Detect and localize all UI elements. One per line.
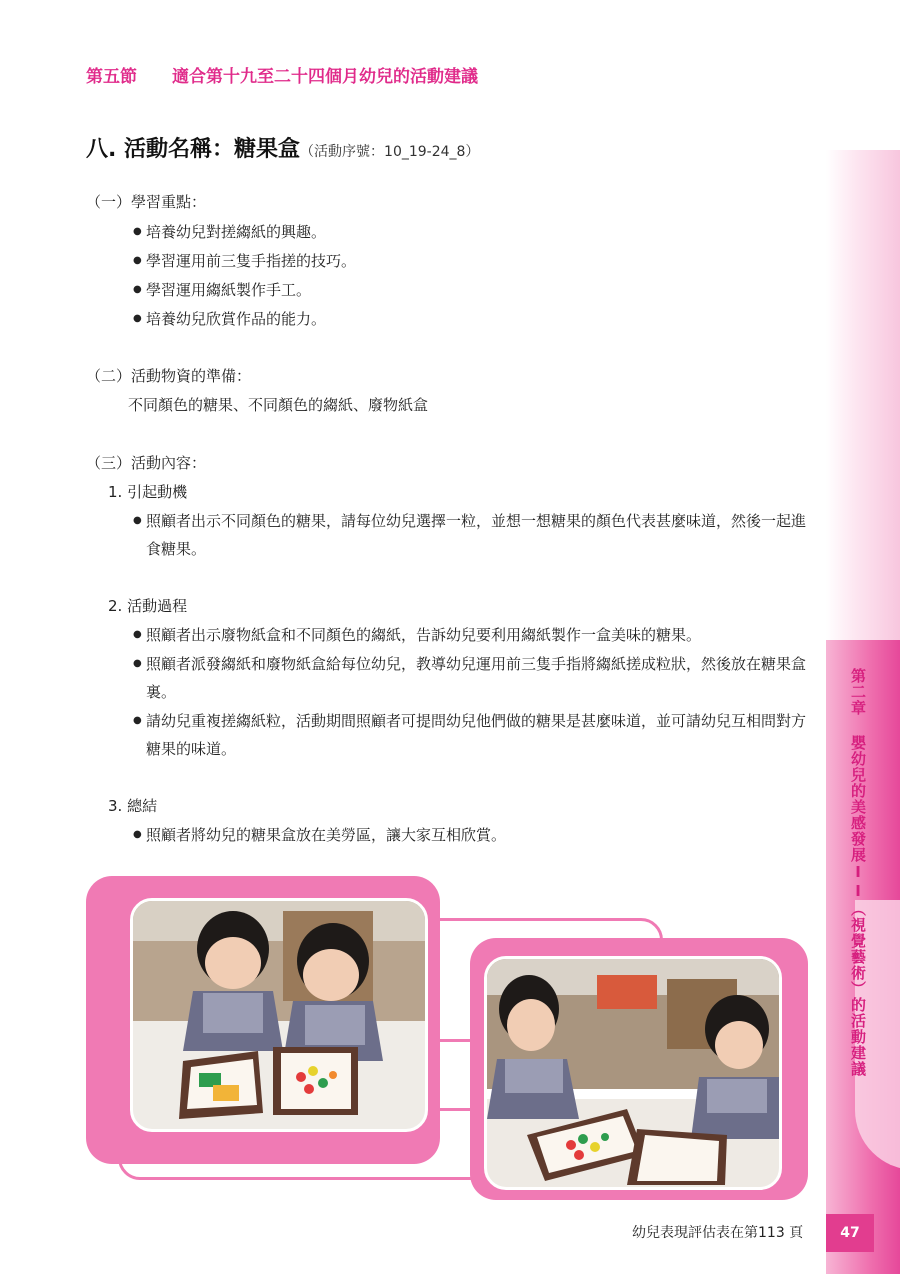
learning-points-heading: （一）學習重點： [86,193,207,211]
step2-item-2: ● 照顧者派發縐紙和廢物紙盒給每位幼兒，教導幼兒運用前三隻手指將縐紙搓成粒狀，然後放在糖果盒裏。 [146,650,814,706]
materials-heading: （二）活動物資的準備： [86,367,252,385]
content-heading: （三）活動內容： [86,454,207,472]
materials-text: 不同顏色的糖果、不同顏色的縐紙、廢物紙盒 [128,396,429,414]
activity-title [86,132,479,163]
assessment-note: 幼兒表現評估表在第113 頁 [632,1225,804,1241]
learning-point-1: ● 培養幼兒對搓縐紙的興趣。 [146,218,326,246]
step3-title: 3. 總結 [108,797,158,815]
chapter-title-vertical: 第二章 嬰幼兒的美感發展II（視覺藝術）的活動建議 [849,668,867,1077]
section-title: 適合第十九至二十四個月幼兒的活動建議 [172,67,478,87]
section-header [86,62,478,87]
step2-title: 2. 活動過程 [108,597,188,615]
learning-point-2: ● 學習運用前三隻手指搓的技巧。 [146,247,356,275]
activity-name: 八. 活動名稱：糖果盒 [86,137,301,162]
activity-code: （活動序號：10_19-24_8） [300,144,480,160]
page-number: 47 [826,1214,874,1252]
activity-photo-1 [130,898,428,1132]
section-number: 第五節 [86,67,137,87]
photo-frame-1 [86,876,440,1164]
step2-item-1: ● 照顧者出示廢物紙盒和不同顏色的縐紙，告訴幼兒要利用縐紙製作一盒美味的糖果。 [146,621,814,649]
learning-point-3: ● 學習運用縐紙製作手工。 [146,276,311,304]
step3-item-1: ● 照顧者將幼兒的糖果盒放在美勞區，讓大家互相欣賞。 [146,821,506,849]
step1-title: 1. 引起動機 [108,483,188,501]
step2-item-3: ● 請幼兒重複搓縐紙粒，活動期間照顧者可提問幼兒他們做的糖果是甚麼味道，並可請幼兒互相問對方糖果的味道。 [146,707,814,763]
learning-point-4: ● 培養幼兒欣賞作品的能力。 [146,305,326,333]
step1-item-1: ● 照顧者出示不同顏色的糖果，請每位幼兒選擇一粒，並想一想糖果的顏色代表甚麼味道，然後一起進食糖果。 [146,507,814,563]
photo-frame-2 [470,938,808,1200]
activity-photo-2 [484,956,782,1190]
